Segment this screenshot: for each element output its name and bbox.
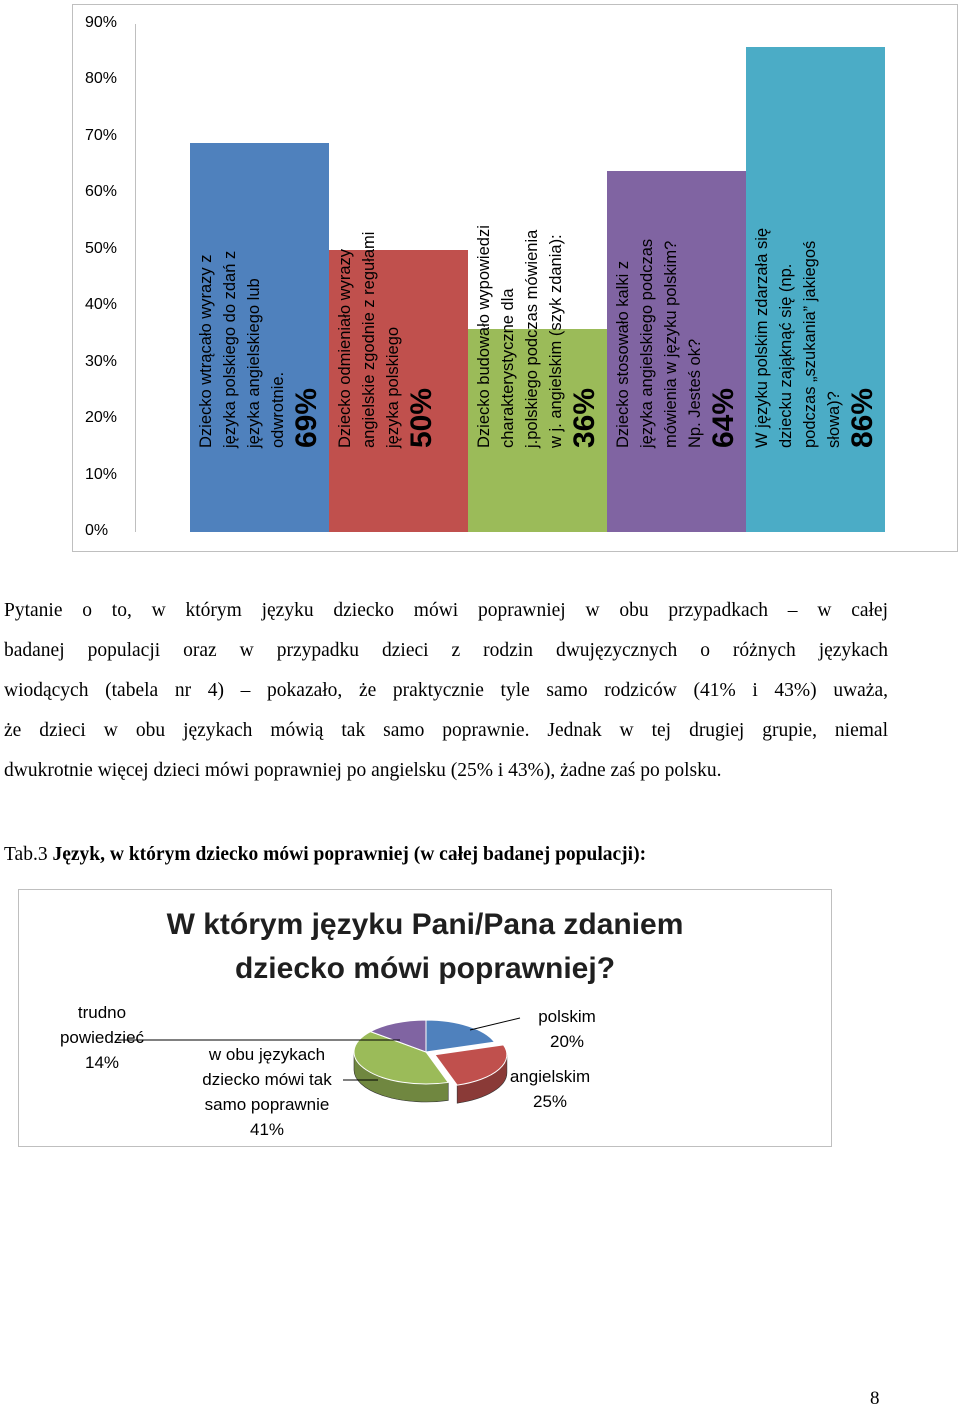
bar-label-line: Dziecko wtrącało wyrazy z [197, 254, 215, 448]
bar-label [611, 239, 741, 448]
bar-label [472, 225, 602, 448]
pie-label-text: w obu językach [208, 1045, 326, 1064]
bar-label-line: Np. Jesteś ok? [686, 338, 704, 448]
y-tick-label: 20% [85, 409, 118, 427]
bar-label-line: mówienia w języku polskim? [662, 240, 680, 448]
bar-label-line: W języku polskim zdarzała się [753, 227, 771, 448]
bar-label [750, 228, 880, 448]
bar-label [194, 251, 324, 448]
pie-title-line: W którym języku Pani/Pana zdaniem [166, 908, 684, 941]
paragraph-line: Pytanie o to, w którym języku dziecko mówi poprawniej w obu przypadkach – w całej [4, 600, 888, 621]
bar-label-line: angielskie zgodnie z regułami [360, 231, 378, 448]
pie-label-hard-to-say [50, 1000, 154, 1075]
y-tick-label: 10% [85, 465, 118, 483]
paragraph-line: wiodących (tabela nr 4) – pokazało, że praktycznie tyle samo rodziców (41% i 43%) uważa, [4, 680, 888, 701]
pie-label-polskim [522, 1004, 612, 1054]
bar-label-line: charakterystyczne dla [499, 288, 517, 448]
paragraph-line: że dzieci w obu językach mówią tak samo poprawnie. Jednak w tej drugiej grupie, niemal [4, 720, 888, 741]
y-tick-label: 40% [85, 296, 118, 314]
bar-label-line: Dziecko odmieniało wyrazy [336, 249, 354, 448]
caption-text: Język, w którym dziecko mówi poprawniej (w całej badanej populacji): [52, 844, 647, 865]
bar-value-label: 36% [568, 387, 601, 448]
bar-label-line: języka polskiego do zdań z [221, 250, 239, 448]
y-tick-label: 80% [85, 70, 118, 88]
table-caption [4, 838, 646, 872]
body-paragraph [4, 591, 888, 791]
y-tick-label: 70% [85, 126, 118, 144]
y-tick-label: 60% [85, 183, 118, 201]
bar-label-line: słowa)? [825, 391, 843, 448]
y-tick-label: 30% [85, 352, 118, 370]
y-tick-label: 90% [85, 14, 118, 31]
bar-label-line: dziecku zająknąć się (np. [777, 263, 795, 448]
bar-label-line: Dziecko stosowało kalki z [614, 260, 632, 448]
bar-label-line: j.polskiego podczas mówienia [523, 229, 541, 448]
pie-label-text: trudno [77, 1003, 127, 1022]
bar-label-line: podczas „szukania” jakiegoś [801, 240, 819, 448]
y-tick-label: 0% [85, 522, 109, 539]
bar-value-label: 86% [846, 387, 879, 448]
pie-title-line: dziecko mówi poprawniej? [234, 952, 616, 985]
y-axis-line [135, 24, 136, 532]
caption-prefix: Tab.3 [4, 844, 48, 865]
pie-label-text: powiedzieć [59, 1028, 145, 1047]
page-number: 8 [870, 1388, 880, 1409]
pie-label-pct: 14% [84, 1053, 120, 1072]
bar-label-line: języka angielskiego podczas [638, 238, 656, 448]
bar-value-label: 69% [290, 387, 323, 448]
pie-label-angielskim [500, 1064, 600, 1114]
pie-label-text: dziecko mówi tak [202, 1070, 332, 1089]
pie-label-both [187, 1042, 347, 1142]
paragraph-line: badanej populacji oraz w przypadku dzieci z rodzin dwujęzycznych o różnych językach [4, 640, 888, 661]
y-tick-label: 50% [85, 239, 118, 257]
bar-value-label: 64% [707, 387, 740, 448]
pie-label-pct: 25% [532, 1092, 568, 1111]
bar-label-line: Dziecko budowało wypowiedzi [475, 225, 493, 448]
pie-chart-title [140, 903, 710, 991]
pie-label-pct: 41% [249, 1120, 285, 1139]
bar-label-line: odwrotnie. [269, 371, 287, 448]
bar-value-label: 50% [405, 387, 438, 448]
bar-label [333, 232, 439, 448]
pie-label-text: polskim [538, 1007, 596, 1026]
bar-label-line: w j. angielskim (szyk zdania): [547, 234, 565, 448]
pie-label-pct: 20% [549, 1032, 585, 1051]
bar-label-line: języka angielskiego lub [245, 278, 263, 448]
paragraph-line: dwukrotnie więcej dzieci mówi poprawniej po angielsku (25% i 43%), żadne zaś po polsku. [4, 760, 722, 781]
pie-label-text: samo poprawnie [204, 1095, 330, 1114]
bar-label-line: języka polskiego [384, 326, 402, 448]
pie-label-text: angielskim [509, 1067, 591, 1086]
